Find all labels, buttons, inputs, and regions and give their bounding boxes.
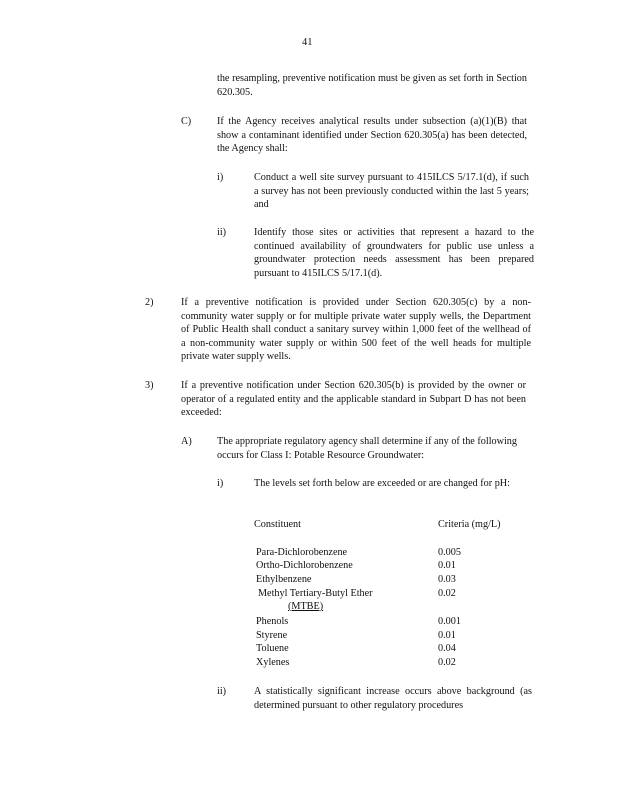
item-c-label: C) xyxy=(181,116,192,127)
item-c-text: If the Agency receives analytical results under subsection (a)(1)(B) that show a contaminant identified under Section 620.305(a) has been detected, the Agency shall: xyxy=(217,116,527,155)
table-row-value: 0.02 xyxy=(438,657,456,668)
table-row-value: 0.001 xyxy=(438,616,461,627)
table-header-criteria: Criteria (mg/L) xyxy=(438,519,501,530)
table-row-name: Ortho-Dichlorobenzene xyxy=(256,560,353,571)
item-3-label: 3) xyxy=(145,380,154,391)
table-row-value: 0.04 xyxy=(438,643,456,654)
item-a-ii-label: ii) xyxy=(217,686,227,697)
item-a-i-label: i) xyxy=(217,478,224,489)
table-row-value: 0.01 xyxy=(438,560,456,571)
table-row-value: 0.01 xyxy=(438,630,456,641)
item-a-ii-text: A statistically significant increase occurs above background (as determined pursuant to other regulatory procedures xyxy=(254,686,532,711)
item-c-ii-label: ii) xyxy=(217,227,227,238)
table-header-constituent: Constituent xyxy=(254,519,301,530)
item-c-i-label: i) xyxy=(217,172,224,183)
table-row-name: Ethylbenzene xyxy=(256,574,312,585)
table-row-name: Xylenes xyxy=(256,657,290,668)
item-a-label: A) xyxy=(181,436,192,447)
item-a-text: The appropriate regulatory agency shall determine if any of the following occurs for Class I: Potable Resource Groundwater: xyxy=(217,436,517,461)
item-2-text: If a preventive notification is provided under Section 620.305(c) by a non-community water supply or for multiple private water supply wells, the Department of Public Health shall conduct a sanitary survey within 1,000 feet of the wellhead of a non-community water supply or within 500 feet of the well heads for multiple private water supply wells. xyxy=(181,297,531,363)
table-row-value: 0.03 xyxy=(438,574,456,585)
item-3-text: If a preventive notification under Section 620.305(b) is provided by the owner or operator of a regulated entity and the applicable standard in Subpart D has not been exceeded: xyxy=(181,380,526,419)
table-row-name: Methyl Tertiary-Butyl Ether xyxy=(258,588,373,599)
item-2-label: 2) xyxy=(145,297,154,308)
page-number: 41 xyxy=(302,37,313,48)
item-a-i-text: The levels set forth below are exceeded or are changed for pH: xyxy=(254,478,510,489)
intro-paragraph: the resampling, preventive notification must be given as set forth in Section 620.305. xyxy=(217,73,527,98)
table-row-name: Toluene xyxy=(256,643,289,654)
table-row-value: 0.02 xyxy=(438,588,456,599)
item-c-i-text: Conduct a well site survey pursuant to 415ILCS 5/17.1(d), if such a survey has not been previously conducted within the last 5 years; and xyxy=(254,172,529,211)
table-row-name-continuation: (MTBE) xyxy=(288,601,324,612)
table-row-value: 0.005 xyxy=(438,547,461,558)
table-row-name: Para-Dichlorobenzene xyxy=(256,547,348,558)
table-row-name: Phenols xyxy=(256,616,289,627)
item-c-ii-text: Identify those sites or activities that represent a hazard to the continued availability of groundwaters for public use unless a groundwater protection needs assessment has been prepared pursuant to 415ILCS 5/17.1(d). xyxy=(254,227,534,279)
table-row-name: Styrene xyxy=(256,630,288,641)
